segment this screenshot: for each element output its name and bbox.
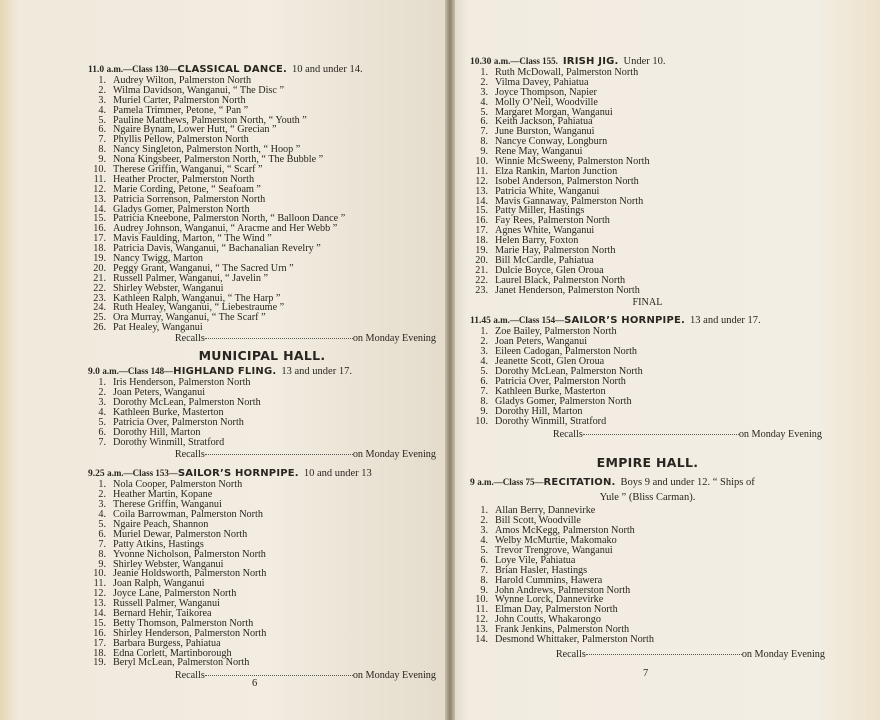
entry-number: 2. xyxy=(98,84,106,96)
event-heading xyxy=(470,476,825,489)
entry-name: Nancye Conway, Longburn xyxy=(495,136,608,148)
entry-list xyxy=(88,480,436,668)
entry-name: Nancy Singleton, Palmerston North, “ Hoop ” xyxy=(113,144,301,156)
entry-name: John Andrews, Palmerston North xyxy=(495,584,631,596)
entry-number: 11. xyxy=(475,604,488,616)
entry-number: 7. xyxy=(98,134,106,146)
entry-number: 20. xyxy=(93,262,106,274)
entry-number: 16. xyxy=(93,223,106,235)
entry-name: Vilma Davey, Pahiatua xyxy=(495,76,589,88)
entry-name: Joan Ralph, Wanganui xyxy=(113,578,205,590)
entry-name: June Burston, Wanganui xyxy=(495,126,595,138)
entry-number: 3. xyxy=(98,499,106,511)
entry-number: 5. xyxy=(480,106,488,118)
entry-number: 6. xyxy=(98,124,106,136)
entry-name: Loye Vile, Pahiatua xyxy=(495,554,576,566)
entry-name: Iris Henderson, Palmerston North xyxy=(113,377,251,389)
page-number-right: 7 xyxy=(643,668,649,679)
entry-number: 3. xyxy=(98,396,106,408)
entry-name: Peggy Grant, Wanganui, “ The Sacred Urn ” xyxy=(113,262,294,274)
entry-name: Brian Hasler, Hastings xyxy=(495,564,588,576)
entry-number: 10. xyxy=(93,164,106,176)
entry-name: Audrey Wilton, Palmerston North xyxy=(113,75,252,86)
entry-name: Jeanie Holdsworth, Palmerston North xyxy=(113,568,267,580)
entry-number: 4. xyxy=(98,406,106,418)
entry-name: Mavis Faulding, Marton, “ The Wind ” xyxy=(113,233,272,245)
recalls-dotted-line xyxy=(205,675,353,676)
left-page-content xyxy=(88,63,436,682)
entry-name: Heather Procter, Palmerston North xyxy=(113,173,255,185)
entry-name: Yvonne Nicholson, Palmerston North xyxy=(113,548,266,560)
entry-name: Audrey Johnson, Wanganui, “ Aracme and Her Webb ” xyxy=(113,223,338,235)
page-number-left: 6 xyxy=(252,678,258,689)
final-label: FINAL xyxy=(632,297,663,309)
entry-name: Isobel Anderson, Palmerston North xyxy=(495,175,639,187)
recalls-when: on Monday Evening xyxy=(352,333,436,345)
recalls-when: on Monday Evening xyxy=(738,429,822,441)
event-title: HIGHLAND FLING. xyxy=(173,366,277,378)
entry-name: Laurel Black, Palmerston North xyxy=(495,274,626,286)
event-condition: 10 and under 14. xyxy=(292,64,363,75)
entry-name: Muriel Carter, Palmerston North xyxy=(113,94,246,106)
recalls-dotted-line xyxy=(586,654,742,655)
event-title: RECITATION. xyxy=(543,477,616,489)
entry-name: Kathleen Burke, Masterton xyxy=(113,406,224,418)
entry-number: 2. xyxy=(480,76,488,88)
entry-number: 2. xyxy=(98,387,106,399)
entry-name: Ruth Healey, Wanganui, “ Liebestraume ” xyxy=(113,302,285,314)
hall-title-municipal: MUNICIPAL HALL. xyxy=(198,348,326,364)
entry-number: 22. xyxy=(93,282,106,294)
entry-number: 17. xyxy=(475,225,488,237)
entry-name: Desmond Whittaker, Palmerston North xyxy=(495,633,654,645)
entry-name: Dorothy Hill, Marton xyxy=(495,405,583,417)
entry-name: Dulcie Boyce, Glen Oroua xyxy=(495,264,604,276)
entry-number: 23. xyxy=(475,284,488,296)
recalls-line xyxy=(88,449,436,461)
event-title: SAILOR’S HORNPIPE. xyxy=(177,468,299,480)
entry-name: Pat Healey, Wanganui xyxy=(113,322,203,334)
entry-name: Gladys Gomer, Palmerston North xyxy=(495,395,632,407)
entry-name: Rene May, Wanganui xyxy=(495,146,583,158)
entry-name: Nona Kingsbeer, Palmerston North, “ The Bubble ” xyxy=(113,154,324,166)
entry-name: Harold Cummins, Hawera xyxy=(495,574,603,586)
entry-name: Patricia Over, Palmerston North xyxy=(495,375,626,387)
entry-number: 14. xyxy=(475,633,488,645)
event-condition-continued: Yule ” (Bliss Carman). xyxy=(599,492,696,504)
entry-number: 26. xyxy=(93,322,106,334)
entry-name: Patricia Sorrenson, Palmerston North xyxy=(113,193,266,205)
entry-number: 11. xyxy=(93,578,106,590)
entry-number: 16. xyxy=(475,215,488,227)
entry-name: Wynne Lorck, Dannevirke xyxy=(495,594,604,606)
entry-number: 7. xyxy=(480,126,488,138)
entry-number: 5. xyxy=(98,114,106,126)
entry-name: Joan Peters, Wanganui xyxy=(495,336,588,348)
entry-number: 19. xyxy=(93,253,106,265)
recalls-line xyxy=(470,429,822,441)
event-time: 9.25 xyxy=(88,469,105,480)
entry-number: 6. xyxy=(480,375,488,387)
entry-number: 1. xyxy=(98,479,106,491)
event-condition: 10 and under 13 xyxy=(303,468,372,480)
entry-number: 17. xyxy=(93,233,106,245)
entry-number: 8. xyxy=(98,144,106,156)
entry-name: Kathleen Burke, Masterton xyxy=(495,385,606,397)
entry-list xyxy=(88,76,436,333)
event-condition: 13 and under 17. xyxy=(281,366,352,378)
entry-name: Winnie McSweeny, Palmerston North xyxy=(495,156,650,168)
entry-number: 12. xyxy=(475,175,488,187)
entry-number: 8. xyxy=(98,548,106,560)
entry-name: Keith Jackson, Pahiatua xyxy=(495,116,593,128)
entry-name: Welby McMurtie, Makomako xyxy=(495,535,617,547)
entry-number: 24. xyxy=(93,302,106,314)
event-time: 10.30 xyxy=(470,57,492,67)
event-classical-dance xyxy=(88,63,436,345)
event-condition: Under 10. xyxy=(623,56,666,67)
entry-name: Beryl McLean, Palmerston North xyxy=(113,657,250,669)
event-sailors-hornpipe-junior xyxy=(88,467,436,682)
entry-number: 23. xyxy=(93,292,106,304)
recalls-label: Recalls xyxy=(555,648,586,660)
event-recitation xyxy=(470,476,825,660)
entry-name: Gladys Gomer, Palmerston North xyxy=(113,203,250,215)
entry-number: 12. xyxy=(475,614,488,626)
book-gutter xyxy=(445,0,455,720)
event-class-number: —Class 148— xyxy=(118,366,174,377)
entry-number: 21. xyxy=(475,264,488,276)
entry-number: 6. xyxy=(98,528,106,540)
entry-number: 15. xyxy=(93,213,106,225)
event-class-number: —Class 75— xyxy=(493,477,544,488)
entry-name: Betty Thomson, Palmerston North xyxy=(113,617,254,629)
entry-name: Phyllis Pellow, Palmerston North xyxy=(113,134,249,146)
recalls-line xyxy=(470,649,825,661)
entry-number: 4. xyxy=(480,356,488,368)
event-irish-jig xyxy=(470,55,825,308)
recalls-when: on Monday Evening xyxy=(352,670,436,682)
entry-number: 4. xyxy=(480,96,488,108)
entry-name: Pauline Matthews, Palmerston North, “ Youth ” xyxy=(113,114,307,126)
event-class-number: —Class 130— xyxy=(123,64,178,74)
entry-number: 20. xyxy=(475,254,488,266)
event-time: 9.0 xyxy=(88,367,100,378)
list-item xyxy=(88,438,436,448)
entry-number: 9. xyxy=(98,558,106,570)
entry-name: Patricia White, Wanganui xyxy=(495,185,600,197)
entry-name: Nola Cooper, Palmerston North xyxy=(113,479,243,491)
entry-number: 19. xyxy=(93,657,106,669)
entry-list xyxy=(470,506,825,644)
entry-name: Edna Corlett, Martinborough xyxy=(113,647,232,659)
entry-name: Patricia Kneebone, Palmerston North, “ Balloon Dance ” xyxy=(113,213,346,225)
entry-number: 4. xyxy=(480,535,488,547)
entry-number: 5. xyxy=(480,366,488,378)
list-item xyxy=(88,323,436,333)
entry-name: Dorothy Winmill, Stratford xyxy=(113,436,225,448)
event-ampm: a.m. xyxy=(107,468,124,479)
entry-number: 10. xyxy=(93,568,106,580)
entry-name: Muriel Dewar, Palmerston North xyxy=(113,528,248,540)
entry-number: 10. xyxy=(475,156,488,168)
recalls-line xyxy=(88,333,436,345)
recalls-label: Recalls xyxy=(174,333,205,345)
entry-number: 5. xyxy=(98,518,106,530)
entry-number: 1. xyxy=(480,326,488,338)
entry-number: 2. xyxy=(480,515,488,527)
entry-number: 8. xyxy=(480,574,488,586)
entry-name: John Coutts, Whakarongo xyxy=(495,614,601,626)
right-page-content xyxy=(470,55,825,661)
entry-name: Patricia Davis, Wanganui, “ Bachanalian Revelry ” xyxy=(113,243,321,255)
entry-number: 17. xyxy=(93,637,106,649)
entry-number: 19. xyxy=(475,245,488,257)
entry-name: Bernard Hehir, Taikorea xyxy=(113,607,212,619)
entry-name: Barbara Burgess, Pahiatua xyxy=(113,637,221,649)
entry-number: 6. xyxy=(480,554,488,566)
entry-name: Ruth McDowall, Palmerston North xyxy=(495,67,639,78)
entry-name: Patricia Over, Palmerston North xyxy=(113,416,244,428)
entry-number: 3. xyxy=(98,94,106,106)
entry-number: 1. xyxy=(98,75,106,86)
entry-number: 18. xyxy=(93,647,106,659)
entry-number: 25. xyxy=(93,312,106,324)
entry-name: Mavis Gannaway, Palmerston North xyxy=(495,195,644,207)
entry-number: 15. xyxy=(475,205,488,217)
entry-number: 14. xyxy=(93,203,106,215)
entry-number: 14. xyxy=(93,607,106,619)
entry-number: 14. xyxy=(475,195,488,207)
entry-name: Kathleen Ralph, Wanganui, “ The Harp ” xyxy=(113,292,281,304)
entry-name: Marie Cording, Petone, “ Seafoam ” xyxy=(113,183,261,195)
entry-number: 13. xyxy=(475,624,488,636)
recalls-dotted-line xyxy=(583,434,739,435)
entry-list xyxy=(470,327,825,426)
entry-name: Joyce Lane, Palmerston North xyxy=(113,588,237,600)
event-class-number: —Class 153— xyxy=(123,468,178,479)
entry-number: 5. xyxy=(98,416,106,428)
entry-number: 7. xyxy=(480,564,488,576)
list-item xyxy=(88,658,436,668)
entry-name: Therese Griffin, Wanganui, “ Scarf ” xyxy=(113,164,263,176)
entry-name: Wilma Davidson, Wanganui, “ The Disc ” xyxy=(113,84,284,96)
entry-name: Therese Griffin, Wanganui xyxy=(113,499,222,511)
event-heading-continued xyxy=(470,492,825,504)
entry-number: 12. xyxy=(93,588,106,600)
entry-number: 5. xyxy=(480,544,488,556)
event-ampm: a.m. xyxy=(106,64,124,74)
entry-name: Helen Barry, Foxton xyxy=(495,235,579,247)
entry-name: Russell Palmer, Wanganui, “ Javelin ” xyxy=(113,272,269,284)
event-time: 11.0 xyxy=(88,65,105,75)
entry-number: 2. xyxy=(480,336,488,348)
entry-name: Ora Murray, Wanganui, “ The Scarf ” xyxy=(113,312,266,324)
event-ampm: a.m. xyxy=(493,56,511,66)
entry-number: 8. xyxy=(480,136,488,148)
entry-name: Joyce Thompson, Napier xyxy=(495,86,597,98)
event-highland-fling xyxy=(88,365,436,461)
entry-name: Shirley Webster, Wanganui xyxy=(113,282,224,294)
entry-name: Trevor Trengrove, Wanganui xyxy=(495,544,613,556)
event-ampm: a.m. xyxy=(493,315,510,326)
entry-name: Amos McKegg, Palmerston North xyxy=(495,525,635,537)
event-time: 11.45 xyxy=(470,316,491,327)
entry-name: Janet Henderson, Palmerston North xyxy=(495,284,640,296)
entry-name: Heather Martin, Kopane xyxy=(113,489,213,501)
entry-name: Marie Hay, Palmerston North xyxy=(495,245,616,257)
entry-number: 22. xyxy=(475,274,488,286)
entry-name: Agnes White, Wanganui xyxy=(495,225,595,237)
entry-name: Shirley Henderson, Palmerston North xyxy=(113,627,267,639)
entry-number: 8. xyxy=(480,395,488,407)
entry-number: 2. xyxy=(98,489,106,501)
entry-list xyxy=(88,378,436,447)
entry-name: Frank Jenkins, Palmerston North xyxy=(495,624,630,636)
entry-name: Nancy Twigg, Marton xyxy=(113,253,203,265)
recalls-label: Recalls xyxy=(174,449,205,461)
event-ampm: a.m. xyxy=(102,366,119,377)
entry-number: 3. xyxy=(480,86,488,98)
entry-number: 1. xyxy=(98,377,106,389)
recalls-line xyxy=(88,670,436,682)
entry-number: 11. xyxy=(93,173,106,185)
event-sailors-hornpipe-senior xyxy=(470,314,825,441)
recalls-dotted-line xyxy=(205,454,353,455)
entry-number: 9. xyxy=(480,405,488,417)
entry-name: Fay Rees, Palmerston North xyxy=(495,215,610,227)
event-class-number: —Class 155. xyxy=(510,56,558,66)
recalls-label: Recalls xyxy=(174,670,205,682)
entry-number: 3. xyxy=(480,525,488,537)
list-item xyxy=(470,417,825,427)
entry-name: Dorothy Hill, Marton xyxy=(113,426,201,438)
event-condition: Boys 9 and under 12. “ Ships of xyxy=(620,477,755,489)
entry-number: 9. xyxy=(98,154,106,166)
entry-number: 4. xyxy=(98,509,106,521)
entry-number: 13. xyxy=(93,598,106,610)
hall-title-empire: EMPIRE HALL. xyxy=(596,455,699,471)
entry-name: Zoe Bailey, Palmerston North xyxy=(495,326,617,338)
entry-number: 1. xyxy=(480,505,488,517)
entry-name: Coila Barrowman, Palmerston North xyxy=(113,509,263,521)
entry-number: 7. xyxy=(98,538,106,550)
entry-number: 4. xyxy=(98,104,106,116)
list-item xyxy=(470,635,825,645)
entry-name: Ngaire Peach, Shannon xyxy=(113,518,209,530)
entry-number: 16. xyxy=(93,627,106,639)
entry-name: Ngaire Bynam, Lower Hutt, “ Grecian ” xyxy=(113,124,277,136)
entry-number: 7. xyxy=(98,436,106,448)
entry-name: Elman Day, Palmerston North xyxy=(495,604,618,616)
entry-name: Patty Miller, Hastings xyxy=(495,205,585,217)
entry-number: 18. xyxy=(475,235,488,247)
entry-number: 18. xyxy=(93,243,106,255)
entry-number: 11. xyxy=(475,165,488,177)
entry-number: 13. xyxy=(93,193,106,205)
entry-name: Joan Peters, Wanganui xyxy=(113,387,206,399)
entry-name: Molly O’Neil, Woodville xyxy=(495,96,598,108)
entry-name: Patty Atkins, Hastings xyxy=(113,538,204,550)
event-time: 9 xyxy=(470,478,475,489)
recalls-dotted-line xyxy=(205,338,353,339)
entry-number: 7. xyxy=(480,385,488,397)
event-class-number: —Class 154— xyxy=(509,315,565,326)
recalls-when: on Monday Evening xyxy=(741,648,825,660)
entry-number: 10. xyxy=(475,594,488,606)
entry-list xyxy=(470,68,825,295)
entry-number: 12. xyxy=(93,183,106,195)
event-title: SAILOR’S HORNPIPE. xyxy=(564,315,686,327)
entry-name: Allan Berry, Dannevirke xyxy=(495,505,596,517)
entry-number: 6. xyxy=(480,116,488,128)
entry-number: 10. xyxy=(475,415,488,427)
entry-name: Jeanette Scott, Glen Oroua xyxy=(495,356,605,368)
recalls-label: Recalls xyxy=(552,429,583,441)
entry-number: 9. xyxy=(480,146,488,158)
entry-name: Dorothy Winmill, Stratford xyxy=(495,415,607,427)
entry-name: Bill Scott, Woodville xyxy=(495,515,581,527)
entry-number: 15. xyxy=(93,617,106,629)
entry-number: 6. xyxy=(98,426,106,438)
entry-number: 1. xyxy=(480,67,488,78)
entry-name: Margaret Morgan, Wanganui xyxy=(495,106,613,118)
event-title: CLASSICAL DANCE. xyxy=(177,64,288,75)
recalls-when: on Monday Evening xyxy=(352,449,436,461)
event-title: IRISH JIG. xyxy=(562,56,619,67)
event-ampm: a.m. xyxy=(477,477,494,488)
entry-name: Russell Palmer, Wanganui xyxy=(113,598,220,610)
entry-number: 13. xyxy=(475,185,488,197)
entry-number: 3. xyxy=(480,346,488,358)
event-condition: 13 and under 17. xyxy=(690,315,761,327)
list-item xyxy=(470,286,825,296)
entry-name: Eileen Cadogan, Palmerston North xyxy=(495,346,638,358)
entry-name: Dorothy McLean, Palmerston North xyxy=(495,366,643,378)
entry-number: 21. xyxy=(93,272,106,284)
entry-number: 9. xyxy=(480,584,488,596)
entry-name: Elza Rankin, Marton Junction xyxy=(495,165,618,177)
entry-name: Dorothy McLean, Palmerston North xyxy=(113,396,261,408)
entry-name: Bill McCardle, Pahiatua xyxy=(495,254,594,266)
entry-name: Shirley Webster, Wanganui xyxy=(113,558,224,570)
entry-name: Pamela Trimmer, Petone, “ Pan ” xyxy=(113,104,249,116)
